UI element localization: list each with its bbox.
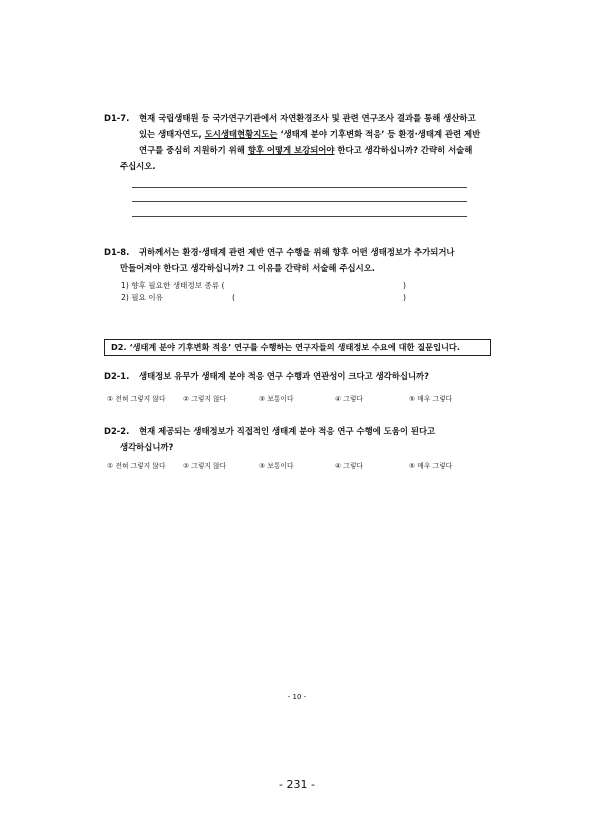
close-paren: ) <box>403 281 406 290</box>
option-1[interactable]: ① 전혀 그렇지 않다 <box>107 395 166 403</box>
option-5[interactable]: ⑤ 매우 그렇다 <box>409 395 453 403</box>
answer-line[interactable] <box>132 201 467 202</box>
question-d1-7 <box>104 110 534 176</box>
answer-line[interactable] <box>132 216 467 217</box>
question-text: 생태정보 유무가 생태계 분야 적응 연구 수행과 연관성이 크다고 생각하십니까? <box>139 371 429 381</box>
question-text-line: 현재 제공되는 생태정보가 직접적인 생태계 분야 적응 연구 수행에 도움이 된다고 <box>139 426 436 436</box>
option-2[interactable]: ② 그렇지 않다 <box>183 395 227 403</box>
answer-line[interactable] <box>132 187 467 188</box>
question-text-line: 귀하께서는 환경·생태계 관련 제반 연구 수행을 위해 향후 어떤 생태정보가 추가되거나 <box>139 247 455 257</box>
question-d1-8 <box>104 244 534 278</box>
section-header-box: D2. ‘생태계 분야 기후변화 적응’ 연구를 수행하는 연구자들의 생태정보 수요에 대한 질문입니다. <box>104 339 491 356</box>
page-number: - 10 - <box>287 693 307 701</box>
document-page-number: - 231 - <box>279 778 315 791</box>
question-text-line: 있는 생태자연도, 도시생태현황지도는 ‘생태계 분야 기후변화 적응’ 등 환경·생태계 관련 제반 <box>139 129 481 139</box>
question-label: D1-8. <box>104 247 130 257</box>
question-label: D2-2. <box>104 426 130 436</box>
option-2[interactable]: ② 그렇지 않다 <box>183 462 227 470</box>
answer-item-1-label: 1) 향후 필요한 생태정보 종류 ( <box>121 281 225 290</box>
option-5[interactable]: ⑤ 매우 그렇다 <box>409 462 453 470</box>
question-text-line: 생각하십니까? <box>120 442 174 452</box>
option-4[interactable]: ④ 그렇다 <box>335 462 363 470</box>
option-3[interactable]: ③ 보통이다 <box>259 462 294 470</box>
question-d2-1 <box>104 368 534 384</box>
question-text-line: 만들어져야 한다고 생각하십니까? 그 이유를 간략히 서술해 주십시오. <box>120 263 375 273</box>
close-paren: ) <box>403 293 406 302</box>
option-4[interactable]: ④ 그렇다 <box>335 395 363 403</box>
underlined-term: 향후 어떻게 보강되어야 <box>247 145 335 155</box>
option-1[interactable]: ① 전혀 그렇지 않다 <box>107 462 166 470</box>
question-d2-2 <box>104 423 534 455</box>
question-text-line: 현재 국립생태원 등 국가연구기관에서 자연환경조사 및 관련 연구조사 결과를 통해 생산하고 <box>139 113 476 123</box>
question-label: D1-7. <box>104 113 130 123</box>
option-3[interactable]: ③ 보통이다 <box>259 395 294 403</box>
underlined-term: 도시생태현황지도는 <box>204 129 278 139</box>
question-text-line: 연구를 중심히 지원하기 위해 향후 어떻게 보강되어야 한다고 생각하십니까? 간략히 서술해 <box>139 145 473 155</box>
question-label: D2-1. <box>104 371 130 381</box>
open-paren: ( <box>232 293 235 302</box>
answer-item-2-label: 2) 필요 이유 <box>121 293 163 302</box>
question-text-line: 주십시오. <box>120 161 156 171</box>
